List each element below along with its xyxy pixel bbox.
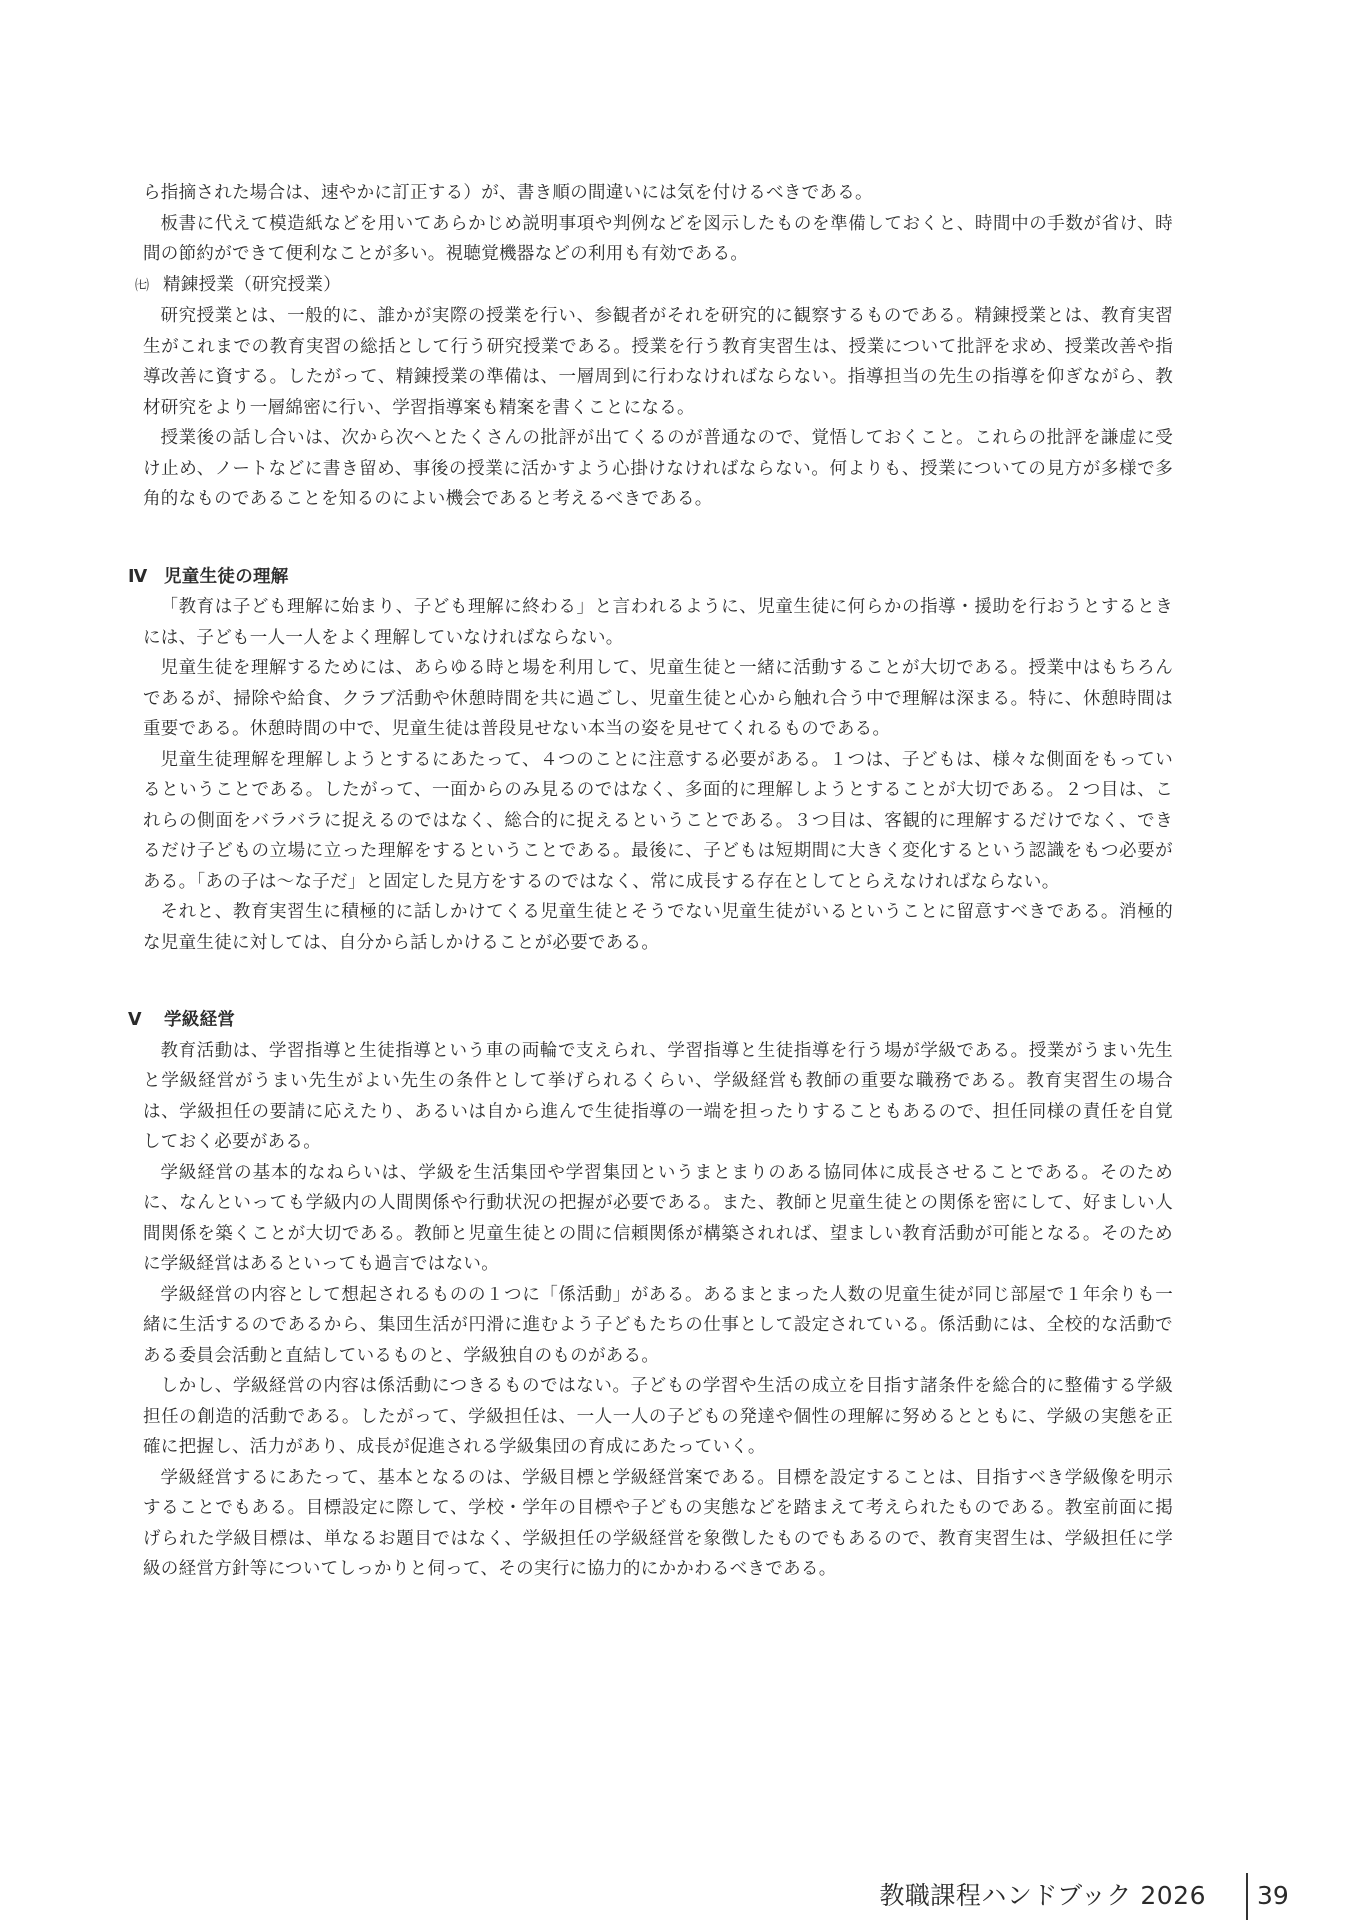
paragraph: 「教育は子ども理解に始まり、子ども理解に終わる」と言われるように、児童生徒に何らかの指導・援助を行おうとするときには、子ども一人一人をよく理解していなければならない。	[143, 597, 1173, 648]
paragraph: 授業後の話し合いは、次から次へとたくさんの批評が出てくるのが普通なので、覚悟しておくこと。これらの批評を謙虚に受け止め、ノートなどに書き留め、事後の授業に活かすよう心掛けなければならない。何よりも、授業についての見方が多様で多角的なものであることを知るのによい機会であると考えるべきである。	[143, 428, 1173, 509]
footer-title: 教職課程ハンドブック 2026	[879, 1881, 1206, 1910]
section-number: Ⅳ	[128, 566, 148, 587]
paragraph: それと、教育実習生に積極的に話しかけてくる児童生徒とそうでない児童生徒がいるということに留意すべきである。消極的な児童生徒に対しては、自分から話しかけることが必要である。	[143, 902, 1173, 953]
paragraph: 児童生徒理解を理解しようとするにあたって、４つのことに注意する必要がある。１つは、子どもは、様々な側面をもっているということである。したがって、一面からのみ見るのではなく、多面的に理解しようとすることが大切である。２つ目は、これらの側面をバラバラに捉えるのではなく、総合的に捉えるということである。３つ目は、客観的に理解するだけでなく、できるだけ子どもの立場に立った理解をするということである。最後に、子どもは短期間に大きく変化するという認識をもつ必要がある。「あの子は〜な子だ」と固定した見方をするのではなく、常に成長する存在としてとらえなければならない。	[143, 749, 1173, 892]
paragraph: 教育活動は、学習指導と生徒指導という車の両輪で支えられ、学習指導と生徒指導を行う場が学級である。授業がうまい先生と学級経営がうまい先生がよい先生の条件として挙げられるくらい、学級経営も教師の重要な職務である。教育実習生の場合は、学級担任の要請に応えたり、あるいは自から進んで生徒指導の一端を担ったりすることもあるので、担任同様の責任を自覚しておく必要がある。	[143, 1040, 1173, 1152]
sub-heading-mark: ㈦	[135, 277, 150, 294]
paragraph: 研究授業とは、一般的に、誰かが実際の授業を行い、参観者がそれを研究的に観察するものである。精錬授業とは、教育実習生がこれまでの教育実習の総括として行う研究授業である。授業を行う教育実習生は、授業について批評を求め、授業改善や指導改善に資する。したがって、精錬授業の準備は、一層周到に行わなければならない。指導担当の先生の指導を仰ぎながら、教材研究をより一層綿密に行い、学習指導案も精案を書くことになる。	[143, 306, 1173, 418]
section-number: Ⅴ	[128, 1010, 142, 1030]
footer-divider	[1246, 1873, 1248, 1920]
sub-heading	[135, 270, 1173, 302]
page-footer	[879, 1879, 1300, 1919]
section-title: 学級経営	[164, 1010, 236, 1030]
paragraph: ら指摘された場合は、速やかに訂正する）が、書き順の間違いには気を付けるべきである。	[143, 183, 873, 203]
paragraph: 学級経営の基本的なねらいは、学級を生活集団や学習集団というまとまりのある協同体に成長させることである。そのために、なんといっても学級内の人間関係や行動状況の把握が必要である。また、教師と児童生徒との関係を密にして、好ましい人間関係を築くことが大切である。教師と児童生徒との間に信頼関係が構築されれば、望ましい教育活動が可能となる。そのために学級経営はあるといっても過言ではない。	[143, 1162, 1173, 1274]
paragraph: 板書に代えて模造紙などを用いてあらかじめ説明事項や判例などを図示したものを準備しておくと、時間中の手数が省け、時間の節約ができて便利なことが多い。視聴覚機器などの利用も有効である。	[143, 213, 1173, 264]
page-body	[128, 178, 1173, 1585]
paragraph: しかし、学級経営の内容は係活動につきるものではない。子どもの学習や生活の成立を目指す諸条件を総合的に整備する学級担任の創造的活動である。したがって、学級担任は、一人一人の子どもの発達や個性の理解に努めるとともに、学級の実態を正確に把握し、活力があり、成長が促進される学級集団の育成にあたっていく。	[143, 1376, 1173, 1457]
section-heading-5	[128, 1005, 1173, 1036]
paragraph: 学級経営の内容として想起されるものの１つに「係活動」がある。あるまとまった人数の児童生徒が同じ部屋で１年余りも一緒に生活するのであるから、集団生活が円滑に進むよう子どもたちの仕事として設定されている。係活動には、全校的な活動である委員会活動と直結しているものと、学級独自のものがある。	[143, 1284, 1173, 1366]
paragraph: 児童生徒を理解するためには、あらゆる時と場を利用して、児童生徒と一緒に活動することが大切である。授業中はもちろんであるが、掃除や給食、クラブ活動や休憩時間を共に過ごし、児童生徒と心から触れ合う中で理解は深まる。特に、休憩時間は重要である。休憩時間の中で、児童生徒は普段見せない本当の姿を見せてくれるものである。	[143, 658, 1173, 739]
section-title: 児童生徒の理解	[164, 566, 289, 587]
paragraph: 学級経営するにあたって、基本となるのは、学級目標と学級経営案である。目標を設定することは、目指すべき学級像を明示することでもある。目標設定に際して、学校・学年の目標や子どもの実態などを踏まえて考えられたものである。教室前面に掲げられた学級目標は、単なるお題目ではなく、学級担任の学級経営を象徴したものでもあるので、教育実習生は、学級担任に学級の経営方針等についてしっかりと伺って、その実行に協力的にかかわるべきである。	[143, 1467, 1173, 1579]
sub-heading-title: 精錬授業（研究授業）	[163, 274, 341, 295]
page-number: 39	[1257, 1881, 1289, 1910]
section-heading-4	[128, 562, 1173, 593]
